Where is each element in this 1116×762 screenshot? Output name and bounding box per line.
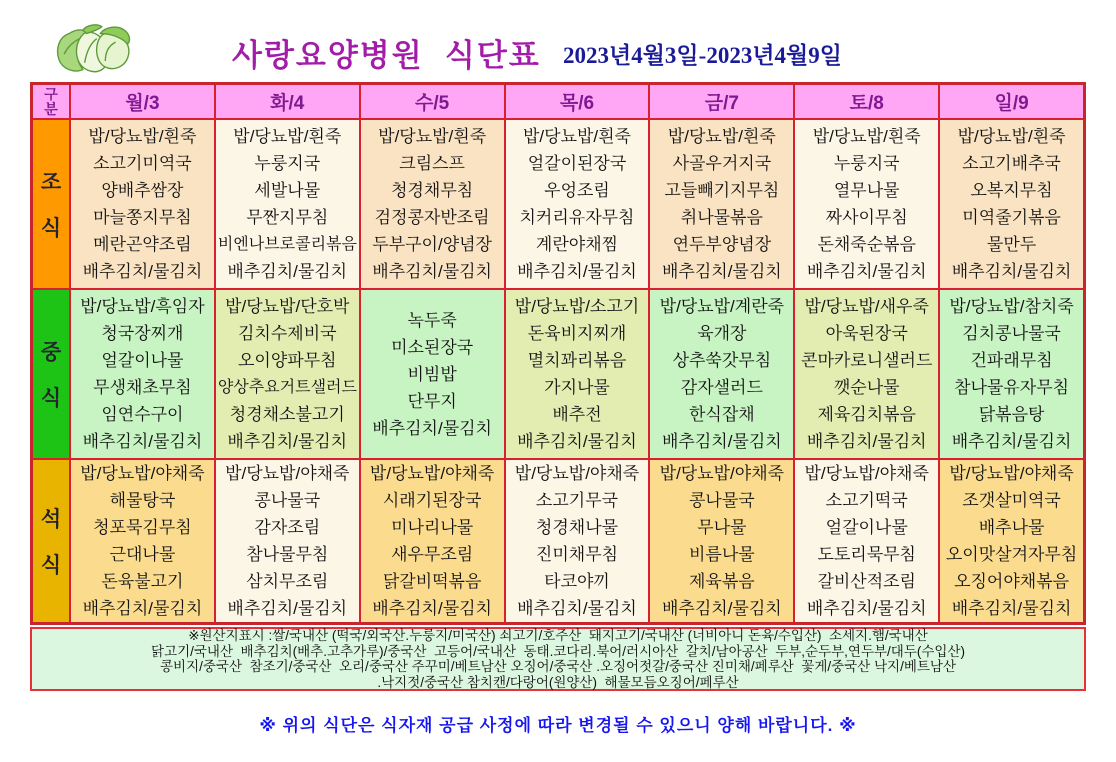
cabbage-icon — [52, 18, 138, 80]
menu-item: 김치콩나물국 — [962, 324, 1061, 343]
menu-item: 참나물무침 — [246, 545, 329, 564]
menu-item: 누룽지국 — [833, 154, 900, 173]
menu-item: 밥/당뇨밥/야채죽 — [369, 464, 495, 483]
menu-item: 밥/당뇨밥/흰죽 — [233, 127, 342, 146]
day-header-label: 월/3 — [125, 93, 160, 114]
meal-label-char: 식 — [40, 387, 62, 410]
menu-cell-dinner-6 — [940, 460, 1083, 622]
menu-item: 밥/당뇨밥/흰죽 — [523, 127, 631, 146]
menu-item: 녹두죽 — [407, 310, 457, 330]
menu-item: 배추김치/물김치 — [951, 599, 1072, 618]
menu-item: 밥/당뇨밥/야채죽 — [949, 464, 1074, 483]
menu-item: 밥/당뇨밥/계란죽 — [659, 297, 785, 316]
menu-item: 연두부양념장 — [672, 235, 772, 254]
menu-item: 미나리나물 — [391, 518, 474, 537]
menu-item: 소고기떡국 — [825, 491, 908, 510]
origin-line-1: 닭고기/국내산 배추김치(배추.고추가루)/중국산 고등어/국내산 동태.코다리.북어/러시아산 갈치/남아공산 두부,순두부,연두부/대두(수입산) — [150, 643, 965, 659]
menu-item: 배추김치/물김치 — [227, 599, 348, 618]
meal-label-char: 조 — [40, 171, 62, 194]
menu-item: 무나물 — [697, 518, 747, 537]
menu-item: 취나물볶음 — [680, 208, 763, 227]
menu-item: 시래기된장국 — [382, 491, 482, 510]
menu-item: 소고기무국 — [535, 491, 619, 510]
menu-item: 배추김치/물김치 — [227, 432, 348, 451]
menu-item: 소고기배추국 — [962, 154, 1061, 173]
menu-cell-lunch-4 — [650, 290, 793, 458]
meal-label-char: 식 — [40, 554, 62, 577]
menu-cell-breakfast-0 — [71, 120, 214, 288]
menu-item: 청경채소불고기 — [229, 405, 345, 424]
menu-item: 배추김치/물김치 — [806, 599, 927, 618]
menu-item: 밥/당뇨밥/단호박 — [225, 297, 350, 316]
menu-item: 밥/당뇨밥/야채죽 — [225, 464, 350, 483]
menu-item: 미역줄기볶음 — [962, 208, 1061, 227]
menu-cell-breakfast-3 — [506, 120, 649, 288]
menu-item: 감자조림 — [254, 518, 321, 537]
menu-item: 제육김치볶음 — [817, 405, 916, 424]
menu-cell-dinner-2 — [361, 460, 504, 622]
menu-item: 배추김치/물김치 — [372, 418, 492, 438]
menu-item: 배추김치/물김치 — [662, 432, 782, 451]
menu-item: 배추김치/물김치 — [82, 432, 203, 451]
menu-item: 타코야끼 — [544, 572, 610, 591]
menu-item: 콩나물국 — [254, 491, 321, 510]
menu-item: 배추김치/물김치 — [951, 262, 1072, 281]
menu-item: 배추김치/물김치 — [517, 599, 637, 618]
menu-item: 새우무조림 — [391, 545, 474, 564]
menu-item: 배추김치/물김치 — [372, 599, 492, 618]
menu-item: 한식잡채 — [689, 405, 755, 424]
page-title: 사랑요양병원 식단표 — [232, 38, 541, 73]
menu-item: 밥/당뇨밥/야채죽 — [659, 464, 785, 483]
day-header-label: 화/4 — [270, 93, 305, 114]
menu-item: 배추김치/물김치 — [82, 262, 203, 281]
menu-item: 임연수구이 — [101, 405, 184, 424]
origin-line-2: 콩비지/중국산 참조기/중국산 오리/중국산 주꾸미/베트남산 오징어/중국산 .오징어젓갈/중국산 진미채/페루산 꽃게/중국산 낙지/베트남산 — [159, 659, 957, 674]
menu-item: 밥/당뇨밥/야채죽 — [804, 464, 929, 483]
menu-table — [30, 82, 1086, 625]
menu-item: 오복지무침 — [970, 181, 1053, 200]
menu-item: 무짠지무침 — [246, 208, 329, 227]
menu-item: 가지나물 — [544, 378, 610, 397]
menu-item: 오이양파무침 — [238, 351, 337, 370]
menu-item: 밥/당뇨밥/흑임자 — [80, 297, 205, 316]
menu-item: 비엔나브로콜리볶음 — [217, 236, 357, 253]
menu-item: 짜사이무침 — [825, 208, 908, 227]
menu-cell-dinner-1 — [216, 460, 359, 622]
menu-cell-breakfast-6 — [940, 120, 1083, 288]
menu-cell-breakfast-1 — [216, 120, 359, 288]
menu-item: 아욱된장국 — [825, 324, 908, 343]
meal-label-char: 석 — [40, 508, 62, 531]
menu-item: 돈육비지찌개 — [527, 324, 627, 343]
menu-item: 얼갈이나물 — [101, 351, 184, 370]
menu-item: 육개장 — [697, 324, 747, 343]
menu-item: 돈육불고기 — [101, 572, 184, 591]
menu-item: 누룽지국 — [254, 154, 321, 173]
menu-item: 갈비산적조림 — [817, 572, 916, 591]
day-header-4 — [650, 85, 793, 118]
day-header-label: 목/6 — [559, 93, 595, 114]
menu-item: 콘마카로니샐러드 — [801, 351, 933, 370]
menu-item: 배추김치/물김치 — [662, 262, 782, 281]
menu-item: 배추김치/물김치 — [806, 262, 927, 281]
menu-item: 배추김치/물김치 — [662, 599, 782, 618]
menu-item: 비빔밥 — [407, 364, 457, 384]
day-header-label: 일/9 — [994, 93, 1029, 114]
menu-item: 계란야채찜 — [535, 235, 619, 254]
menu-item: 배추김치/물김치 — [227, 262, 348, 281]
menu-item: 마늘쫑지무침 — [93, 208, 192, 227]
day-header-label: 금/7 — [704, 93, 739, 114]
menu-item: 조갯살미역국 — [962, 491, 1061, 510]
change-notice: ※ 위의 식단은 식자재 공급 사정에 따라 변경될 수 있으니 양해 바랍니다. ※ — [259, 716, 857, 735]
menu-item: 밥/당뇨밥/참치죽 — [949, 297, 1074, 316]
menu-cell-lunch-6 — [940, 290, 1083, 458]
menu-item: 양배추쌈장 — [101, 181, 184, 200]
date-range: 2023년4월3일-2023년4월9일 — [563, 43, 842, 68]
menu-item: 닭갈비떡볶음 — [382, 572, 482, 591]
day-header-1 — [216, 85, 359, 118]
menu-item: 멸치꽈리볶음 — [527, 351, 627, 370]
menu-item: 배추김치/물김치 — [372, 262, 492, 281]
menu-item: 배추김치/물김치 — [517, 262, 637, 281]
menu-item: 밥/당뇨밥/새우죽 — [804, 297, 929, 316]
menu-item: 제육볶음 — [689, 572, 755, 591]
menu-item: 청경채무침 — [391, 181, 474, 200]
menu-item: 삼치무조림 — [246, 572, 329, 591]
menu-item: 밥/당뇨밥/야채죽 — [80, 464, 205, 483]
day-header-3 — [506, 85, 649, 118]
menu-cell-breakfast-4 — [650, 120, 793, 288]
menu-item: 오징어야채볶음 — [954, 572, 1070, 591]
meal-label-dinner — [33, 460, 69, 622]
menu-item: 배추전 — [552, 405, 602, 424]
menu-item: 돈채죽순볶음 — [817, 235, 916, 254]
menu-item: 청국장찌개 — [101, 324, 184, 343]
menu-item: 미소된장국 — [391, 337, 474, 357]
menu-item: 물만두 — [986, 235, 1037, 254]
menu-item: 진미채무침 — [535, 545, 619, 564]
menu-item: 얼갈이나물 — [825, 518, 908, 537]
menu-cell-dinner-3 — [506, 460, 649, 622]
menu-item: 해물탕국 — [109, 491, 176, 510]
menu-item: 도토리묵무침 — [817, 545, 916, 564]
meal-label-char: 중 — [40, 341, 62, 364]
menu-item: 상추쑥갓무침 — [672, 351, 772, 370]
menu-item: 배추김치/물김치 — [82, 599, 203, 618]
menu-item: 배추김치/물김치 — [951, 432, 1072, 451]
day-header-6 — [940, 85, 1083, 118]
menu-item: 참나물유자무침 — [954, 378, 1070, 397]
menu-item: 단무지 — [407, 391, 457, 411]
menu-item: 세발나물 — [254, 181, 321, 200]
day-header-label: 수/5 — [415, 93, 450, 114]
day-header-label: 토/8 — [849, 93, 884, 114]
menu-cell-dinner-5 — [795, 460, 938, 622]
menu-item: 콩나물국 — [689, 491, 755, 510]
menu-item: 배추나물 — [978, 518, 1045, 537]
menu-item: 얼갈이된장국 — [527, 154, 627, 173]
menu-item: 치커리유자무침 — [519, 208, 635, 227]
meal-label-breakfast — [33, 120, 69, 288]
menu-item: 김치수제비국 — [238, 324, 337, 343]
menu-item: 소고기미역국 — [93, 154, 192, 173]
menu-cell-lunch-3 — [506, 290, 649, 458]
menu-item: 닭볶음탕 — [978, 405, 1045, 424]
menu-item: 배추김치/물김치 — [806, 432, 927, 451]
menu-cell-breakfast-2 — [361, 120, 504, 288]
meal-label-char: 식 — [40, 217, 62, 240]
menu-item: 무생채초무침 — [93, 378, 192, 397]
menu-item: 양상추요거트샐러드 — [217, 379, 357, 396]
menu-item: 밥/당뇨밥/소고기 — [514, 297, 640, 316]
menu-item: 배추김치/물김치 — [517, 432, 637, 451]
menu-item: 열무나물 — [833, 181, 900, 200]
menu-item: 고들빼기지무침 — [664, 181, 780, 200]
menu-cell-dinner-0 — [71, 460, 214, 622]
origin-line-0: ※원산지표시 :쌀/국내산 (떡국/외국산.누룽지/미국산) 쇠고기/호주산 돼지고기/국내산 (너비아니 돈육/수입산) 소세지.햄/국내산 — [188, 628, 928, 643]
menu-item: 밥/당뇨밥/흰죽 — [957, 127, 1066, 146]
menu-item: 검정콩자반조림 — [374, 208, 490, 227]
menu-item: 감자샐러드 — [680, 378, 763, 397]
menu-cell-lunch-5 — [795, 290, 938, 458]
day-header-0 — [71, 85, 214, 118]
menu-cell-dinner-4 — [650, 460, 793, 622]
origin-info-box — [30, 627, 1086, 691]
menu-cell-lunch-2 — [361, 290, 504, 458]
menu-item: 밥/당뇨밥/흰죽 — [88, 127, 197, 146]
day-header-2 — [361, 85, 504, 118]
menu-item: 두부구이/양념장 — [372, 235, 492, 254]
menu-item: 밥/당뇨밥/흰죽 — [378, 127, 487, 146]
menu-item: 우엉조림 — [544, 181, 610, 200]
menu-cell-breakfast-5 — [795, 120, 938, 288]
menu-item: 깻순나물 — [833, 378, 900, 397]
menu-item: 메란곤약조림 — [93, 235, 192, 254]
origin-line-3: .낙지젓/중국산 참치캔/다랑어(원양산) 해물모듬오징어/페루산 — [377, 674, 739, 690]
menu-item: 비름나물 — [689, 545, 755, 564]
menu-cell-lunch-0 — [71, 290, 214, 458]
menu-item: 청경채나물 — [535, 518, 619, 537]
corner-header-label: 구분 — [44, 85, 58, 117]
menu-item: 크림스프 — [399, 154, 465, 173]
menu-item: 사골우거지국 — [672, 154, 772, 173]
menu-item: 건파래무침 — [970, 351, 1053, 370]
day-header-5 — [795, 85, 938, 118]
meal-label-lunch — [33, 290, 69, 458]
menu-item: 밥/당뇨밥/흰죽 — [667, 127, 776, 146]
corner-header — [33, 85, 69, 118]
menu-item: 밥/당뇨밥/야채죽 — [514, 464, 640, 483]
menu-item: 근대나물 — [109, 545, 176, 564]
menu-item: 청포묵김무침 — [93, 518, 192, 537]
menu-cell-lunch-1 — [216, 290, 359, 458]
menu-item: 밥/당뇨밥/흰죽 — [812, 127, 921, 146]
menu-item: 오이맛살겨자무침 — [945, 545, 1078, 564]
